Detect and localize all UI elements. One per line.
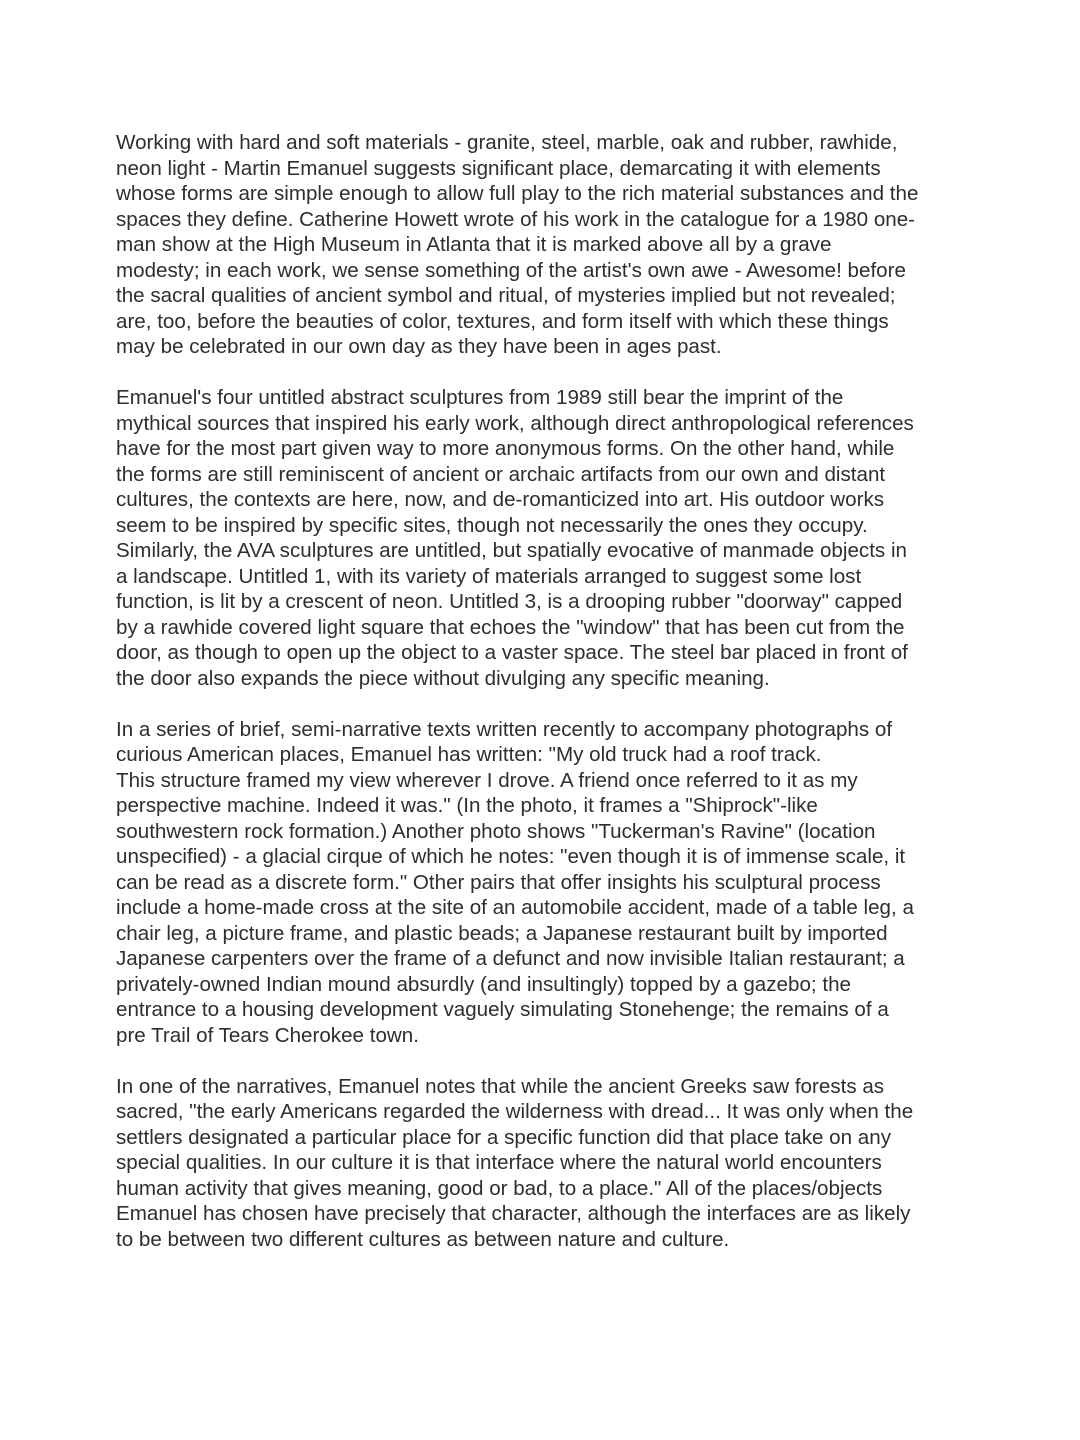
text-line: mythical sources that inspired his early work, although direct anthropological references: [116, 411, 914, 435]
text-line: In a series of brief, semi-narrative texts written recently to accompany photographs of: [116, 717, 893, 741]
text-line: chair leg, a picture frame, and plastic beads; a Japanese restaurant built by imported: [116, 921, 888, 945]
text-line: may be celebrated in our own day as they have been in ages past.: [116, 335, 722, 358]
text-line: In one of the narratives, Emanuel notes that while the ancient Greeks saw forests as: [116, 1074, 885, 1098]
paragraph-3: [116, 717, 976, 1049]
document-page: [116, 130, 976, 1278]
text-line: settlers designated a particular place for a specific function did that place take on any: [116, 1125, 892, 1149]
text-line: human activity that gives meaning, good or bad, to a place." All of the places/objects: [116, 1176, 883, 1200]
text-line: are, too, before the beauties of color, textures, and form itself with which these things: [116, 309, 889, 333]
text-line: seem to be inspired by specific sites, though not necessarily the ones they occupy.: [116, 513, 868, 537]
text-line: pre Trail of Tears Cherokee town.: [116, 1023, 419, 1047]
text-line: privately-owned Indian mound absurdly (and insultingly) topped by a gazebo; the: [116, 972, 851, 996]
text-line: cultures, the contexts are here, now, and de-romanticized into art. His outdoor works: [116, 488, 885, 511]
text-line: perspective machine. Indeed it was." (In the photo, it frames a "Shiprock"-like: [116, 794, 818, 817]
text-line: by a rawhide covered light square that echoes the "window" that has been cut from the: [116, 615, 905, 639]
text-line: the sacral qualities of ancient symbol and ritual, of mysteries implied but not revealed;: [116, 284, 896, 307]
text-line: to be between two different cultures as between nature and culture.: [116, 1227, 730, 1251]
text-line: door, as though to open up the object to a vaster space. The steel bar placed in front of: [116, 641, 908, 664]
text-line: curious American places, Emanuel has written: "My old truck had a roof track.: [116, 743, 822, 766]
text-line: sacred, "the early Americans regarded the wilderness with dread... It was only when the: [116, 1100, 914, 1123]
paragraph-2: [116, 385, 976, 691]
text-line: the forms are still reminiscent of ancient or archaic artifacts from our own and distant: [116, 462, 886, 486]
text-line: have for the most part given way to more anonymous forms. On the other hand, while: [116, 437, 895, 460]
text-line: Similarly, the AVA sculptures are untitled, but spatially evocative of manmade objects in: [116, 539, 907, 562]
text-line: the door also expands the piece without divulging any specific meaning.: [116, 666, 770, 690]
text-line: a landscape. Untitled 1, with its variety of materials arranged to suggest some lost: [116, 564, 862, 588]
text-line: function, is lit by a crescent of neon. Untitled 3, is a drooping rubber "doorway" capped: [116, 590, 903, 613]
text-line: This structure framed my view wherever I drove. A friend once referred to it as my: [116, 768, 858, 792]
text-line: southwestern rock formation.) Another photo shows "Tuckerman's Ravine" (location: [116, 819, 876, 843]
text-line: man show at the High Museum in Atlanta that it is marked above all by a grave: [116, 233, 832, 256]
text-line: whose forms are simple enough to allow full play to the rich material substances and the: [116, 182, 919, 205]
text-line: include a home-made cross at the site of an automobile accident, made of a table leg, a: [116, 896, 914, 919]
paragraph-1: [116, 130, 976, 360]
text-line: spaces they define. Catherine Howett wrote of his work in the catalogue for a 1980 one-: [116, 207, 916, 231]
text-line: entrance to a housing development vaguely simulating Stonehenge; the remains of a: [116, 998, 889, 1021]
text-line: Emanuel's four untitled abstract sculptures from 1989 still bear the imprint of the: [116, 386, 844, 409]
text-line: special qualities. In our culture it is that interface where the natural world encounters: [116, 1151, 882, 1174]
text-line: Emanuel has chosen have precisely that character, although the interfaces are as likely: [116, 1202, 911, 1225]
text-line: can be read as a discrete form." Other pairs that offer insights his sculptural process: [116, 870, 881, 894]
paragraph-4: [116, 1074, 976, 1253]
text-line: Japanese carpenters over the frame of a defunct and now invisible Italian restaurant; a: [116, 947, 905, 970]
text-line: modesty; in each work, we sense something of the artist's own awe - Awesome! before: [116, 258, 906, 282]
text-line: neon light - Martin Emanuel suggests significant place, demarcating it with elements: [116, 156, 881, 180]
text-line: Working with hard and soft materials - granite, steel, marble, oak and rubber, rawhide,: [116, 131, 898, 154]
text-line: unspecified) - a glacial cirque of which he notes: "even though it is of immense scale, it: [116, 845, 906, 868]
